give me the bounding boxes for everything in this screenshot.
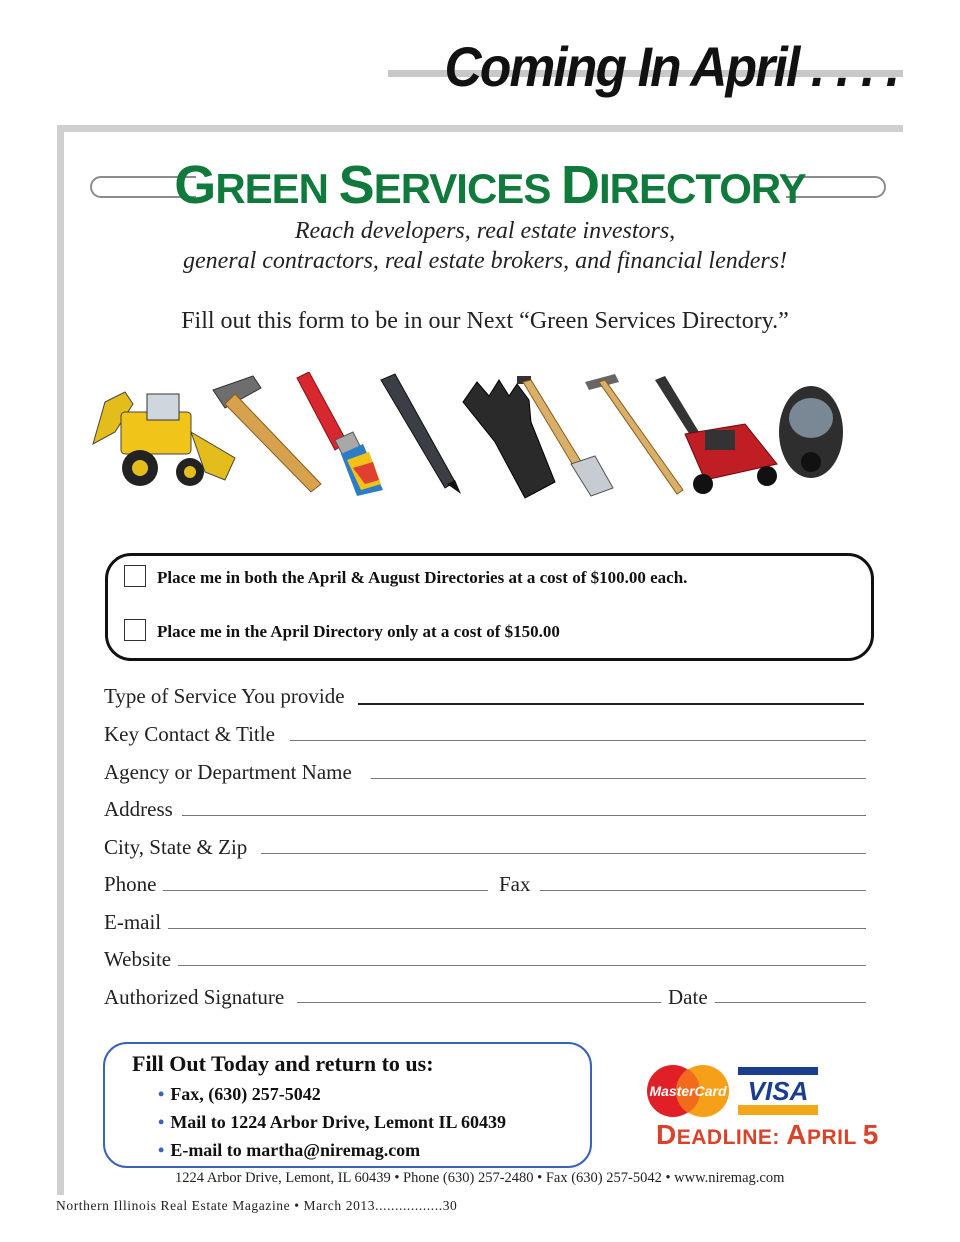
email-label: E-mail	[104, 910, 162, 934]
bullet-icon: •	[158, 1140, 165, 1160]
bullet-icon: •	[158, 1112, 165, 1132]
deadline-text: DEADLINE: APRIL 5	[656, 1119, 879, 1150]
website-field[interactable]	[178, 965, 866, 966]
contact-field[interactable]	[290, 740, 866, 741]
marker-icon	[381, 374, 461, 494]
option-both-checkbox[interactable]	[124, 565, 146, 587]
option-both-label: Place me in both the April & August Directories at a cost of $100.00 each.	[157, 568, 688, 587]
service-field[interactable]	[358, 703, 864, 705]
signature-field[interactable]	[297, 1002, 661, 1003]
mastercard-logo-icon	[645, 1064, 731, 1118]
return-mail-item: • Mail to 1224 Arbor Drive, Lemont IL 60439	[158, 1112, 506, 1132]
return-email-item: • E-mail to martha@niremag.com	[158, 1140, 421, 1160]
frame-left-border	[57, 125, 64, 1195]
return-title: Fill Out Today and return to us:	[132, 1051, 434, 1076]
subtitle-line-2: general contractors, real estate brokers, and financial lenders!	[182, 248, 788, 274]
date-label: Date	[668, 985, 708, 1009]
backhoe-icon	[93, 392, 235, 486]
agency-label: Agency or Department Name	[104, 760, 352, 784]
tools-illustration	[85, 372, 845, 502]
phone-label: Phone	[104, 872, 157, 896]
fax-field[interactable]	[540, 890, 866, 891]
address-label: Address	[104, 797, 173, 821]
page-footer: Northern Illinois Real Estate Magazine • March 2013.................30	[56, 1198, 458, 1213]
subtitle-line-1: Reach developers, real estate investors,	[294, 218, 676, 244]
banner-title: Coming In April . . . .	[444, 35, 898, 98]
option-april-checkbox[interactable]	[124, 619, 146, 641]
city-label: City, State & Zip	[104, 835, 248, 859]
service-label: Type of Service You provide	[104, 684, 345, 708]
fax-label: Fax	[499, 872, 531, 896]
contact-address-line: 1224 Arbor Drive, Lemont, IL 60439 • Phone (630) 257-2480 • Fax (630) 257-5042 • www.niremag.com	[175, 1170, 785, 1186]
address-field[interactable]	[182, 815, 866, 816]
instruction-text: Fill out this form to be in our Next “Green Services Directory.”	[181, 308, 789, 334]
email-field[interactable]	[168, 928, 866, 929]
frame-top-border	[57, 125, 903, 132]
visa-logo-icon	[738, 1067, 818, 1115]
return-fax-item: • Fax, (630) 257-5042	[158, 1084, 321, 1104]
date-field[interactable]	[715, 1002, 866, 1003]
visa-text: VISA	[747, 1076, 809, 1106]
signature-label: Authorized Signature	[104, 985, 285, 1009]
agency-field[interactable]	[371, 778, 866, 779]
mastercard-text: MasterCard	[649, 1083, 727, 1099]
respirator-mask-icon	[779, 386, 843, 478]
bullet-icon: •	[158, 1084, 165, 1104]
city-field[interactable]	[261, 853, 866, 854]
directory-headline: GREEN SERVICES DIRECTORY	[174, 155, 806, 215]
contact-label: Key Contact & Title	[104, 722, 275, 746]
phone-field[interactable]	[163, 890, 488, 891]
website-label: Website	[104, 947, 172, 971]
option-april-label: Place me in the April Directory only at a cost of $150.00	[157, 622, 560, 641]
